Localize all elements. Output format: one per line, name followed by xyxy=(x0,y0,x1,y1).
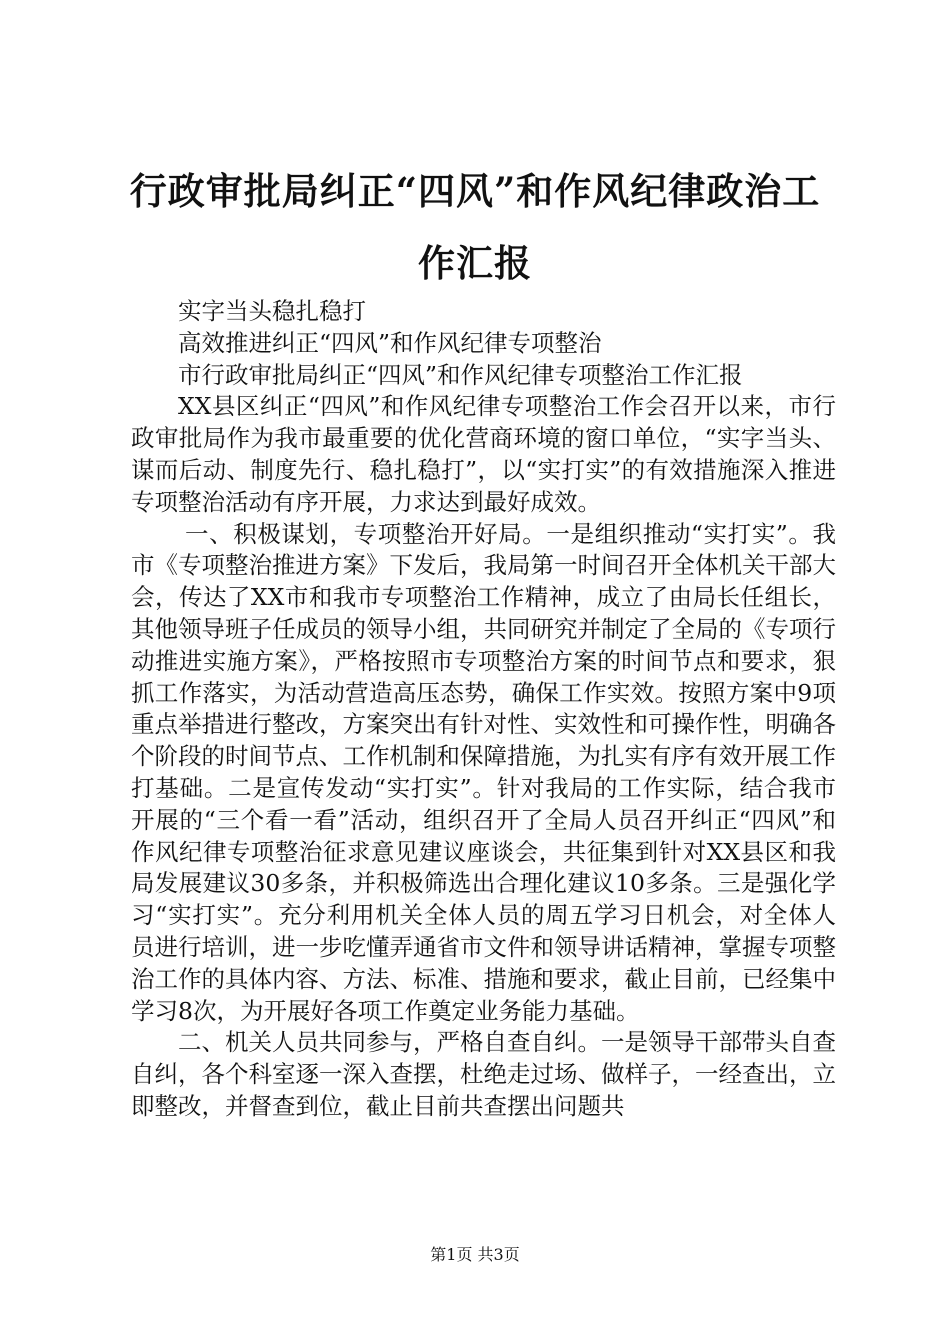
page-footer: 第1页 共3页 xyxy=(430,1245,520,1264)
subtitle-line-3: 市行政审批局纠正“四风”和作风纪律专项整治工作汇报 xyxy=(178,360,743,389)
document-body xyxy=(131,296,836,1123)
section-2-paragraph: 二、机关人员共同参与，严格自查自纠。一是领导干部带头自查自纠，各个科室逐一深入查摆，杜绝走过场、做样子，一经查出，立即整改，并督查到位，截止目前共查摆出问题共 xyxy=(131,1028,836,1120)
section-1-paragraph: 一、积极谋划，专项整治开好局。一是组织推动“实打实”。我市《专项整治推进方案》下发后，我局第一时间召开全体机关干部大会，传达了XX市和我市专项整治工作精神，成立了由局长任组长，其他领导班子任成员的领导小组，共同研究并制定了全局的《专项行动推进实施方案》，严格按照市专项整治方案的时间节点和要求，狠抓工作落实，为活动营造高压态势，确保工作实效。按照方案中9项重点举措进行整改，方案突出有针对性、实效性和可操作性，明确各个阶段的时间节点、工作机制和保障措施，为扎实有序有效开展工作打基础。二是宣传发动“实打实”。针对我局的工作实际，结合我市开展的“三个看一看”活动，组织召开了全局人员召开纠正“四风”和作风纪律专项整治征求意见建议座谈会，共征集到针对XX县区和我局发展建议30多条，并积极筛选出合理化建议10多条。三是强化学习“实打实”。充分利用机关全体人员的周五学习日机会，对全体人员进行培训，进一步吃懂弄通省市文件和领导讲话精神，掌握专项整治工作的具体内容、方法、标准、措施和要求，截止目前，已经集中学习8次，为开展好各项工作奠定业务能力基础。 xyxy=(131,519,836,1025)
intro-paragraph: XX县区纠正“四风”和作风纪律专项整治工作会召开以来，市行政审批局作为我市最重要的优化营商环境的窗口单位，“实字当头、谋而后动、制度先行、稳扎稳打”，以“实打实”的有效措施深入推进专项整治活动有序开展，力求达到最好成效。 xyxy=(131,392,836,516)
document-title: 行政审批局纠正“四风”和作风纪律政治工作汇报 xyxy=(129,169,821,285)
subtitle-line-1: 实字当头稳扎稳打 xyxy=(178,297,366,325)
subtitle-line-2: 高效推进纠正“四风”和作风纪律专项整治 xyxy=(178,328,602,357)
